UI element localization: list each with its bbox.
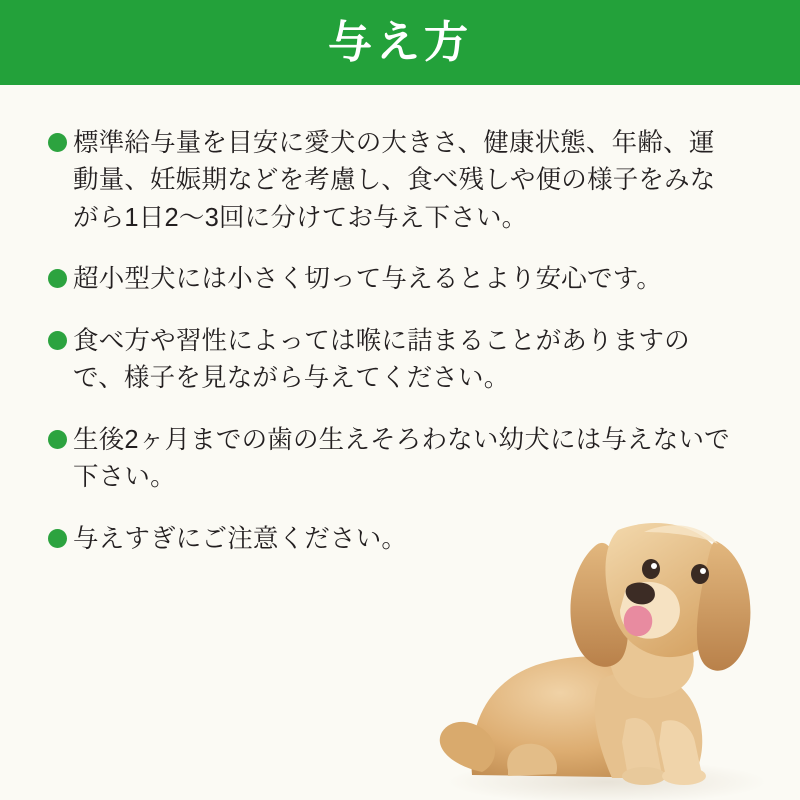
bullet-dot-icon xyxy=(48,133,67,152)
list-item-text: 標準給与量を目安に愛犬の大きさ、健康状態、年齢、運動量、妊娠期などを考慮し、食べ残しや便の様子をみながら1日2〜3回に分けてお与え下さい。 xyxy=(73,129,716,232)
list-item-text: 与えすぎにご注意ください。 xyxy=(73,524,408,553)
bullet-dot-icon xyxy=(48,430,67,449)
list-item xyxy=(48,261,752,298)
feeding-instructions-list xyxy=(48,125,752,558)
list-item-text: 食べ方や習性によっては喉に詰まることがありますので、様子を見ながら与えてください。 xyxy=(73,326,690,393)
list-item xyxy=(48,521,752,558)
bullet-dot-icon xyxy=(48,529,67,548)
list-item xyxy=(48,422,752,497)
list-item-text: 超小型犬には小さく切って与えるとより安心です。 xyxy=(73,265,663,294)
list-item xyxy=(48,323,752,398)
header-banner xyxy=(0,0,800,85)
list-item xyxy=(48,125,752,237)
bullet-dot-icon xyxy=(48,331,67,350)
page-title: 与え方 xyxy=(328,17,472,67)
list-item-text: 生後2ヶ月までの歯の生えそろわない幼犬には与えないで下さい。 xyxy=(73,425,730,492)
content-area xyxy=(0,85,800,800)
bullet-dot-icon xyxy=(48,269,67,288)
